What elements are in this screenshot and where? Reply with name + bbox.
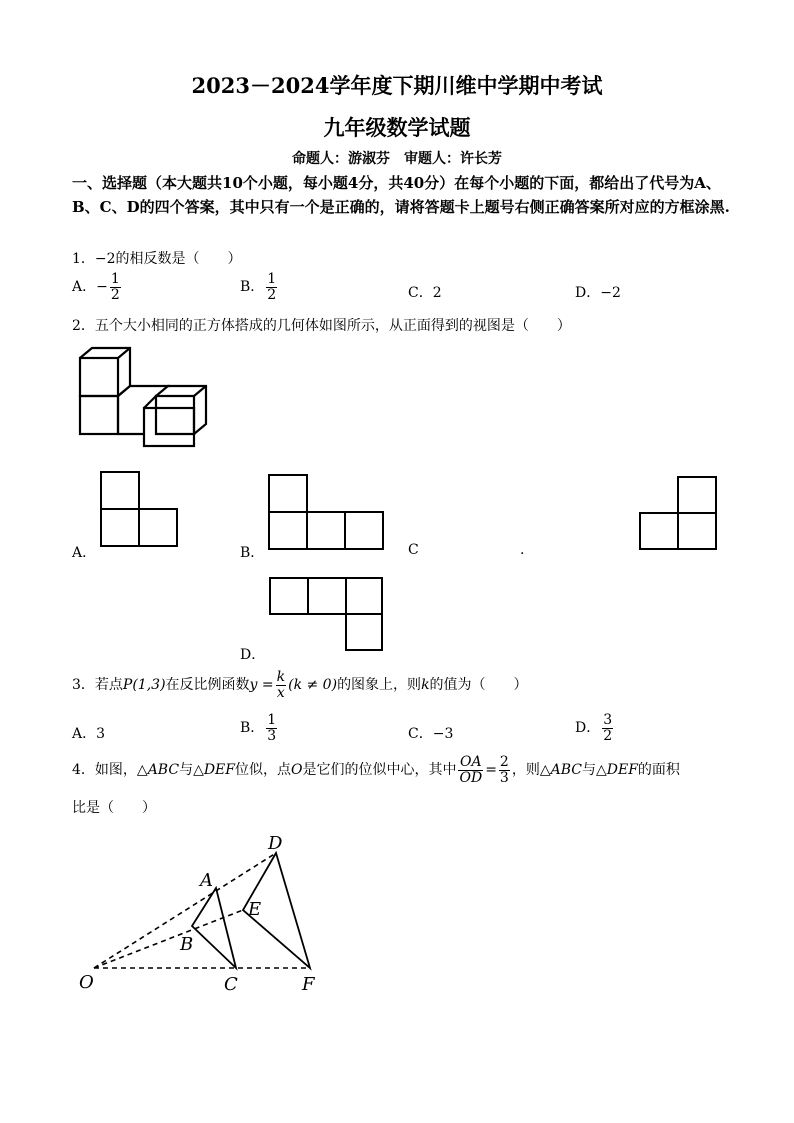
question-4-stem: 4．如图，△ABC与△DEF位似，点O是它们的位似中心，其中 $\frac{OA}{OD}$ = $\frac{2}{3}$ ，则△ABC与△DEF的面积 bbox=[72, 754, 680, 786]
label-d: D bbox=[268, 833, 283, 854]
q3-option-a[interactable]: A．3 bbox=[72, 726, 106, 742]
exam-subtitle: 九年级数学试题 bbox=[323, 115, 471, 140]
fraction: $\frac{3}{2}$ bbox=[603, 712, 613, 744]
q2-option-a[interactable]: A． bbox=[72, 545, 97, 561]
fraction: $\frac{2}{3}$ bbox=[499, 754, 509, 786]
q1-option-a[interactable]: A．− $\frac{1}{2}$ bbox=[72, 271, 120, 303]
q2-option-c-dot: . bbox=[520, 542, 525, 558]
q2-option-b[interactable]: B． bbox=[240, 545, 265, 561]
q2-option-c[interactable]: C bbox=[408, 542, 419, 558]
question-2-stem: 2．五个大小相同的正方体搭成的几何体如图所示，从正面得到的视图是（ ） bbox=[72, 318, 571, 334]
label-c: C bbox=[224, 974, 238, 995]
q3-option-d[interactable]: D． $\frac{3}{2}$ bbox=[575, 712, 613, 744]
section-heading: 一、选择题（本大题共10个小题，每小题4分，共40分）在每个小题的下面，都给出了代号为A、B、C、D的四个答案，其中只有一个是正确的，请将答题卡上题号右侧正确答案所对应的方框涂黑. bbox=[72, 174, 730, 216]
label-f: F bbox=[302, 974, 315, 995]
exam-title: 2023－2024学年度下期川维中学期中考试 bbox=[191, 73, 603, 98]
fraction: $\frac{1}{3}$ bbox=[267, 712, 277, 744]
label-o: O bbox=[79, 972, 94, 993]
question-4-stem-line2: 比是（ ） bbox=[72, 800, 156, 816]
question-1-stem: 1．−2的相反数是（ ） bbox=[72, 251, 242, 267]
fraction: $\frac{OA}{OD}$ bbox=[459, 754, 483, 786]
question-3-stem: 3．若点P(1,3)在反比例函数y = $\frac{k}{x}$ (k ≠ 0)的图象上，则k的值为（ ） bbox=[72, 669, 528, 701]
fraction: $\frac{k}{x}$ bbox=[276, 669, 286, 701]
q1-option-b[interactable]: B． $\frac{1}{2}$ bbox=[240, 271, 277, 303]
label-e: E bbox=[248, 899, 262, 920]
q3-option-b[interactable]: B． $\frac{1}{3}$ bbox=[240, 712, 277, 744]
fraction: $\frac{1}{2}$ bbox=[267, 271, 277, 303]
q3-option-c[interactable]: C．−3 bbox=[408, 726, 454, 742]
q2-option-d[interactable]: D． bbox=[240, 647, 266, 663]
exam-authors: 命题人：游淑芬 审题人：许长芳 bbox=[292, 151, 502, 167]
q1-option-c[interactable]: C．2 bbox=[408, 285, 442, 301]
label-a: A bbox=[200, 870, 213, 891]
label-b: B bbox=[180, 934, 194, 955]
q1-option-d[interactable]: D．−2 bbox=[575, 285, 621, 301]
fraction: $\frac{1}{2}$ bbox=[110, 271, 120, 303]
